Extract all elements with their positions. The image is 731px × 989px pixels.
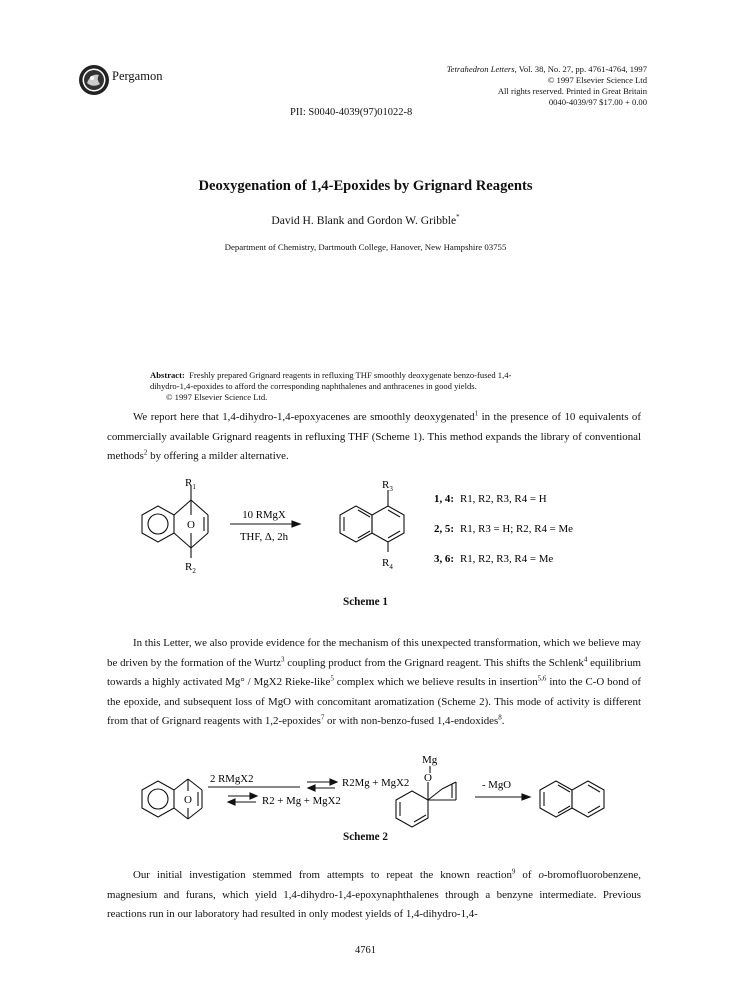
eq-arrow-2-head <box>308 785 315 791</box>
p1-text-b: in the presence of 10 equivalents of commercially available Grignard reagents in refluxing THF (Scheme 1). This method expands the library of conventional methods <box>107 411 641 463</box>
s2-grignard-label: 2 RMgX2 <box>210 773 254 785</box>
p2-text-g: . <box>501 715 505 728</box>
scheme-2-diagram <box>130 752 610 834</box>
r3-label: $R_3$ <box>382 479 393 493</box>
s2-benzene-ring <box>142 781 174 817</box>
r1-label: $R_1$ <box>185 478 196 491</box>
intermediate-double-2 <box>414 815 426 822</box>
p3-text-c: -bromofluorobenzene, magnesium and furans, which yield 1,4-dihydro-1,4-epoxynaphthalenes through a benzyne intermediate. Previous reactions run in our laboratory had resulted in only modest yields of 1,4-dihydro-1,4- <box>107 869 641 921</box>
bond-c1-c2 <box>191 500 208 515</box>
ref-4: 4 <box>583 654 588 663</box>
abstract-label: Abstract: <box>150 370 185 380</box>
p3-text-b: of <box>515 869 539 881</box>
s2-nap-double-5 <box>588 806 600 813</box>
p2-text-a: In this Letter, we also provide evidence for the mechanism of this unexpected transformation, which we believe may be driven by the formation of the Wurtz <box>107 637 641 669</box>
naphthalene-ring-1 <box>340 506 372 542</box>
oxygen-label: O <box>187 519 195 531</box>
ref-8: 8 <box>498 713 502 722</box>
s2-oxygen-label: O <box>184 794 192 806</box>
journal-info <box>447 64 647 108</box>
r2-label: $R_2$ <box>185 561 196 575</box>
ref-5-6: 5,6 <box>537 674 547 683</box>
ref-5: 5 <box>330 674 334 683</box>
eq-arrow-3-head <box>250 793 257 799</box>
journal-name: Tetrahedron Letters <box>446 64 515 74</box>
s2-bond-3 <box>188 779 202 790</box>
paragraph-3 <box>107 866 641 925</box>
paragraph-2 <box>107 634 641 732</box>
scheme-2-caption: Scheme 2 <box>342 831 389 843</box>
ref-3: 3 <box>280 654 285 663</box>
rights-line: All rights reserved. Printed in Great Britain <box>497 86 647 96</box>
s2-loss-label: - MgO <box>482 779 512 791</box>
p3-ortho: o <box>538 869 544 881</box>
journal-volume: , Vol. 38, No. 27, pp. 4761-4764, 1997 <box>514 64 647 74</box>
p2-text-d: complex which we believe results in insertion <box>333 676 538 689</box>
s2-intermediate-o: O <box>424 772 432 784</box>
intermediate-benzene <box>396 791 428 827</box>
naphthalene-ring-2 <box>372 506 404 542</box>
s2-bond-4 <box>188 808 202 819</box>
s2-mg-label: Mg <box>422 754 438 766</box>
benzene-ring <box>142 506 174 542</box>
product-line-1: 1, 4: R1, R2, R3, R4 = H <box>434 493 547 505</box>
s2-schlenk-products: R2Mg + MgX2 <box>342 777 410 789</box>
ring2-double-1 <box>388 510 400 517</box>
p3-text-a: Our initial investigation stemmed from attempts to repeat the known reaction <box>133 869 512 881</box>
eq-arrow-1-head <box>330 779 337 785</box>
product-line-2: 2, 5: R1, R3 = H; R2, R4 = Me <box>434 523 574 535</box>
ref-2: 2 <box>143 448 148 457</box>
eq-arrow-4-head <box>228 799 235 805</box>
intermediate-bond-1 <box>428 789 442 800</box>
s2-aromatic-circle <box>148 789 168 809</box>
pii: PII: S0040-4039(97)01022-8 <box>290 107 413 118</box>
author-names: David H. Blank and Gordon W. Gribble <box>271 214 457 227</box>
abstract-line-2: dihydro-1,4-epoxides to afford the corresponding naphthalenes and anthracenes in good yields. <box>150 381 477 392</box>
abstract-line-3: © 1997 Elsevier Science Ltd. <box>166 392 268 403</box>
aromatic-circle <box>148 514 168 534</box>
ref-9: 9 <box>511 867 516 876</box>
scheme-1-caption: Scheme 1 <box>342 596 389 608</box>
abstract <box>150 370 590 404</box>
s2-wurtz-products: R2 + Mg + MgX2 <box>262 795 341 807</box>
p2-text-e: into the C-O bond of the epoxide, and subsequent loss of MgO with concomitant aromatization (Scheme 2). This mode of activity is different from that of Grignard reagents with 1,2-epoxides <box>107 676 641 728</box>
s2-nap-double-4 <box>588 785 600 792</box>
authors <box>0 214 731 227</box>
ring2-double-2 <box>388 531 400 538</box>
reagent-label: 10 RMgX <box>242 509 286 521</box>
s2-naphthalene-ring-1 <box>540 781 572 817</box>
conditions-label: THF, Δ, 2h <box>239 531 289 543</box>
bond-c4-bottom <box>174 533 191 548</box>
p1-text-c: by offering a milder alternative. <box>147 450 289 463</box>
article-title: Deoxygenation of 1,4-Epoxides by Grignard Reagents <box>198 178 533 194</box>
corresponding-mark: * <box>456 213 460 222</box>
p2-text-b: coupling product from the Grignard reagent. This shifts the Schlenk <box>284 656 584 669</box>
publisher-name: Pergamon <box>112 69 163 83</box>
reaction-arrow-head <box>292 521 300 527</box>
s2-naphthalene-ring-2 <box>572 781 604 817</box>
r4-label: $R_4$ <box>382 557 393 571</box>
abstract-line-1: Freshly prepared Grignard reagents in refluxing THF smoothly deoxygenate benzo-fused 1,4- <box>189 370 512 380</box>
copyright-line: © 1997 Elsevier Science Ltd <box>547 75 647 85</box>
pergamon-logo <box>78 64 110 96</box>
loss-arrow-head <box>522 794 530 800</box>
p2-text-f: or with non-benzo-fused 1,4-endoxides <box>324 715 499 728</box>
s2-bond-1 <box>174 779 188 790</box>
p2-text-c: equilibrium towards a highly activated Mg° / MgX2 Rieke-like <box>107 656 641 689</box>
intermediate-bond-2 <box>442 782 456 789</box>
scheme-1-diagram <box>130 478 610 593</box>
ref-7: 7 <box>320 713 325 722</box>
p1-text-a: We report here that 1,4-dihydro-1,4-epoxyacenes are smoothly deoxygenated <box>133 411 475 423</box>
ref-1: 1 <box>474 409 479 418</box>
affiliation: Department of Chemistry, Dartmouth College, Hanover, New Hampshire 03755 <box>224 242 507 252</box>
bond-c1-top <box>174 500 191 515</box>
page-number: 4761 <box>355 945 376 956</box>
bond-c4-c3 <box>191 533 208 548</box>
product-line-3: 3, 6: R1, R2, R3, R4 = Me <box>434 553 554 565</box>
paragraph-1 <box>107 408 641 467</box>
s2-bond-2 <box>174 808 188 819</box>
issn-code: 0040-4039/97 $17.00 + 0.00 <box>548 97 647 107</box>
